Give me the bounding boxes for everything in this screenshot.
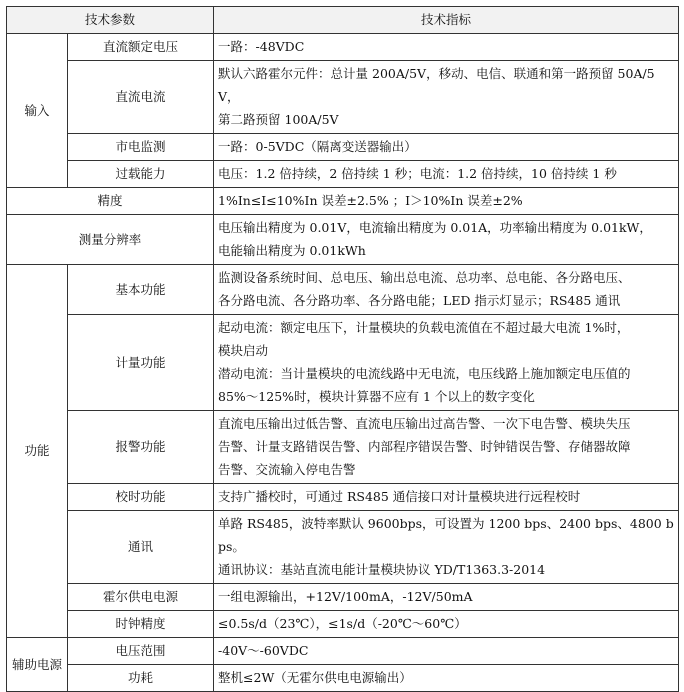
metering-line-1: 起动电流：额定电压下，计量模块的负载电流值在不超过最大电流 1%时， [218, 320, 630, 335]
row-label-dc-rated-voltage: 直流额定电压 [68, 34, 214, 61]
table-row [7, 484, 679, 511]
communication-line-1: 单路 RS485，波特率默认 9600bps，可设置为 1200 bps、2400 bps、4800 bps。 [218, 516, 674, 554]
row-value-voltage-range: -40V～-60VDC [214, 638, 679, 665]
row-value-metering-function [214, 315, 679, 411]
metering-line-2: 模块启动 [218, 343, 269, 358]
table-row [7, 161, 679, 188]
resolution-line-1: 电压输出精度为 0.01V，电流输出精度为 0.01A，功率输出精度为 0.01kW， [218, 220, 652, 235]
table-row [7, 215, 679, 265]
row-label-basic-function: 基本功能 [68, 265, 214, 315]
table-row [7, 411, 679, 484]
row-value-mains-monitor: 一路：0-5VDC（隔离变送器输出） [214, 134, 679, 161]
spec-table [6, 6, 679, 692]
basic-function-line-2: 各分路电流、各分路功率、各分路电能；LED 指示灯显示；RS485 通讯 [218, 293, 621, 308]
row-value-power-consumption: 整机≤2W（无霍尔供电电源输出） [214, 665, 679, 692]
table-row [7, 265, 679, 315]
table-row [7, 188, 679, 215]
row-value-communication [214, 511, 679, 584]
row-value-accuracy: 1%In≤I≤10%In 误差±2.5% ；I＞10%In 误差±2% [214, 188, 679, 215]
resolution-line-2: 电能输出精度为 0.01kWh [218, 243, 366, 258]
row-value-alarm-function [214, 411, 679, 484]
row-label-clock-accuracy: 时钟精度 [68, 611, 214, 638]
row-label-dc-current: 直流电流 [68, 61, 214, 134]
row-label-communication: 通讯 [68, 511, 214, 584]
table-row [7, 134, 679, 161]
row-label-alarm-function: 报警功能 [68, 411, 214, 484]
table-row [7, 511, 679, 584]
row-label-overload: 过载能力 [68, 161, 214, 188]
table-row [7, 638, 679, 665]
row-value-time-sync: 支持广播校时，可通过 RS485 通信接口对计量模块进行远程校时 [214, 484, 679, 511]
alarm-line-2: 告警、计量支路错误告警、内部程序错误告警、时钟错误告警、存储器故障 [218, 439, 631, 454]
metering-line-4: 85%～125%时，模块计算器不应有 1 个以上的数字变化 [218, 389, 535, 404]
table-row [7, 584, 679, 611]
table-row [7, 665, 679, 692]
row-value-overload: 电压：1.2 倍持续，2 倍持续 1 秒；电流：1.2 倍持续，10 倍持续 1 秒 [214, 161, 679, 188]
row-value-dc-current [214, 61, 679, 134]
group-input: 输入 [7, 34, 68, 188]
row-value-dc-rated-voltage: 一路：-48VDC [214, 34, 679, 61]
row-label-power-consumption: 功耗 [68, 665, 214, 692]
row-value-resolution [214, 215, 679, 265]
row-label-hall-power: 霍尔供电电源 [68, 584, 214, 611]
row-label-metering-function: 计量功能 [68, 315, 214, 411]
row-value-basic-function [214, 265, 679, 315]
alarm-line-3: 告警、交流输入停电告警 [218, 462, 356, 477]
header-spec: 技术指标 [214, 7, 679, 34]
table-header-row [7, 7, 679, 34]
dc-current-line-1: 默认六路霍尔元件：总计量 200A/5V，移动、电信、联通和第一路预留 50A/5V， [218, 66, 655, 104]
row-value-hall-power: 一组电源输出，+12V/100mA，-12V/50mA [214, 584, 679, 611]
group-function: 功能 [7, 265, 68, 638]
table-row [7, 315, 679, 411]
row-label-resolution: 测量分辨率 [7, 215, 214, 265]
table-row [7, 34, 679, 61]
row-value-clock-accuracy: ≤0.5s/d（23℃），≤1s/d（-20℃～60℃） [214, 611, 679, 638]
communication-line-2: 通讯协议：基站直流电能计量模块协议 YD/T1363.3-2014 [218, 562, 546, 577]
row-label-mains-monitor: 市电监测 [68, 134, 214, 161]
table-row [7, 61, 679, 134]
metering-line-3: 潜动电流：当计量模块的电流线路中无电流，电压线路上施加额定电压值的 [218, 366, 631, 381]
row-label-time-sync: 校时功能 [68, 484, 214, 511]
alarm-line-1: 直流电压输出过低告警、直流电压输出过高告警、一次下电告警、模块失压 [218, 416, 631, 431]
dc-current-line-2: 第二路预留 100A/5V [218, 112, 339, 127]
header-param: 技术参数 [7, 7, 214, 34]
row-label-accuracy: 精度 [7, 188, 214, 215]
row-label-voltage-range: 电压范围 [68, 638, 214, 665]
group-aux-power: 辅助电源 [7, 638, 68, 692]
basic-function-line-1: 监测设备系统时间、总电压、输出总电流、总功率、总电能、各分路电压、 [218, 270, 631, 285]
table-row [7, 611, 679, 638]
